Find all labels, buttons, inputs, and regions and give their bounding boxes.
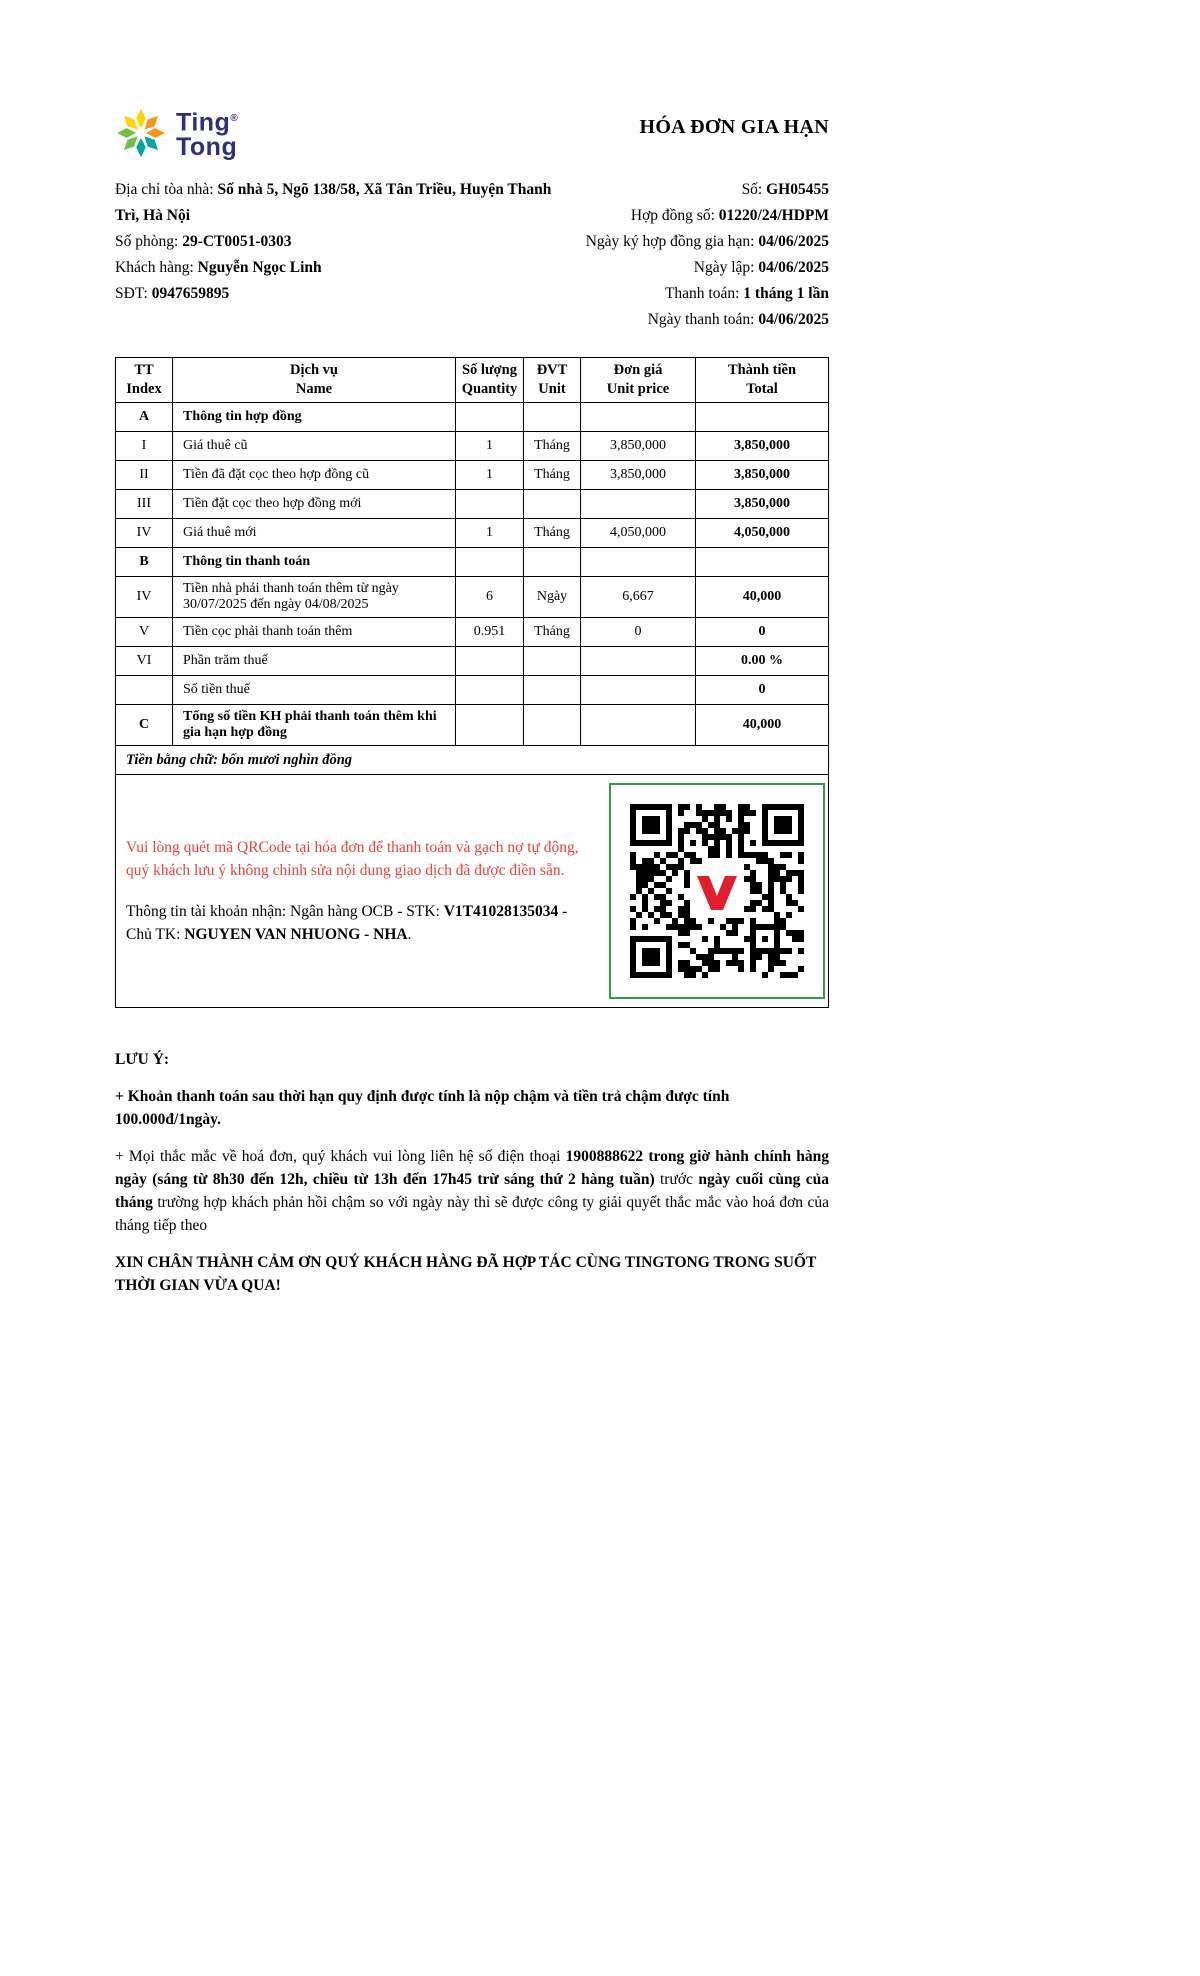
contact-note	[115, 1145, 829, 1237]
cell-qty: 1	[456, 519, 524, 548]
info-value: Nguyễn Ngọc Linh	[197, 259, 322, 277]
info-label: Số phòng:	[115, 233, 183, 251]
cell-index: VI	[116, 647, 173, 676]
cell-index	[116, 676, 173, 705]
cell-price: 0	[581, 618, 696, 647]
notes-heading: LƯU Ý:	[115, 1051, 170, 1069]
info-value: 1 tháng 1 lần	[743, 285, 829, 303]
invoice-info	[115, 177, 829, 333]
cell-name: Tiền cọc phải thanh toán thêm	[173, 618, 456, 647]
invoice-content	[115, 106, 829, 1297]
late-payment-note: + Khoản thanh toán sau thời hạn quy định được tính là nộp chậm và tiền trả chậm được tính 100.000đ/1ngày.	[115, 1088, 730, 1129]
cell-qty: 6	[456, 577, 524, 618]
cell-index: B	[116, 548, 173, 577]
cell-total	[696, 548, 829, 577]
table-row	[116, 403, 829, 432]
info-label: Khách hàng:	[115, 259, 198, 277]
info-line	[115, 177, 557, 229]
cell-name: Tiền nhà phải thanh toán thêm từ ngày 30/07/2025 đến ngày 04/08/2025	[173, 577, 456, 618]
text-segment: 1900888622 trong giờ hành chính hàng ngày (sáng từ 8h30 đến 12h, chiều từ 13h đến 17h45 trừ sáng thứ 2 hàng tuần)	[115, 1148, 830, 1189]
info-label: Ngày ký hợp đồng gia hạn:	[585, 233, 759, 251]
cell-qty: 1	[456, 432, 524, 461]
cell-price	[581, 705, 696, 746]
text-segment: ngày cuối cùng của tháng	[115, 1171, 829, 1212]
cell-name: Giá thuê mới	[173, 519, 456, 548]
cell-price	[581, 647, 696, 676]
info-line	[115, 255, 557, 281]
table-row	[116, 490, 829, 519]
info-value: GH05455	[766, 181, 829, 199]
cell-price	[581, 490, 696, 519]
cell-name: Giá thuê cũ	[173, 432, 456, 461]
text-segment: trường hợp khách phản hồi chậm so với ngày này thì sẽ được công ty giải quyết thắc mắc vào hoá đơn của tháng tiếp theo	[115, 1194, 829, 1235]
qr-payment-notice: Vui lòng quét mã QRCode tại hóa đơn để thanh toán và gạch nợ tự động, quý khách lưu ý không chỉnh sửa nội dung giao dịch đã được điền sẵn.	[126, 839, 579, 880]
info-value: 04/06/2025	[758, 233, 829, 251]
cell-unit	[524, 403, 581, 432]
cell-price	[581, 403, 696, 432]
qr-section	[115, 774, 829, 1008]
info-value: Số nhà 5, Ngõ 138/58, Xã Tân Triều, Huyện Thanh Trì, Hà Nội	[115, 181, 552, 225]
cell-unit: Tháng	[524, 432, 581, 461]
table-header-cell: Số lượng Quantity	[456, 358, 524, 403]
cell-qty	[456, 647, 524, 676]
info-value: 04/06/2025	[758, 311, 829, 329]
cell-total: 40,000	[696, 705, 829, 746]
cell-name: Thông tin thanh toán	[173, 548, 456, 577]
cell-qty	[456, 705, 524, 746]
thanks-note: XIN CHÂN THÀNH CẢM ƠN QUÝ KHÁCH HÀNG ĐÃ HỢP TÁC CÙNG TINGTONG TRONG SUỐT THỜI GIAN VỪA QUA!	[115, 1254, 817, 1295]
info-line	[115, 281, 557, 307]
qr-text-block	[116, 828, 609, 954]
cell-total	[696, 403, 829, 432]
table-row	[116, 519, 829, 548]
cell-index: V	[116, 618, 173, 647]
text-segment: NGUYEN VAN NHUONG - NHA	[184, 926, 408, 944]
text-segment: + Mọi thắc mắc về hoá đơn, quý khách vui lòng liên hệ số điện thoại	[115, 1148, 566, 1166]
table-header-cell: TT Index	[116, 358, 173, 403]
cell-qty: 0.951	[456, 618, 524, 647]
notes-section	[115, 1048, 829, 1297]
table-header-cell: Dịch vụ Name	[173, 358, 456, 403]
cell-total: 0	[696, 618, 829, 647]
cell-total: 3,850,000	[696, 432, 829, 461]
info-line	[557, 255, 829, 281]
logo-text	[176, 106, 238, 160]
table-row	[116, 676, 829, 705]
invoice-title: HÓA ĐƠN GIA HẠN	[639, 116, 829, 138]
cell-price: 6,667	[581, 577, 696, 618]
cell-price: 3,850,000	[581, 432, 696, 461]
cell-unit	[524, 676, 581, 705]
table-row	[116, 432, 829, 461]
cell-unit	[524, 548, 581, 577]
info-line	[557, 307, 829, 333]
cell-index: II	[116, 461, 173, 490]
info-line	[557, 203, 829, 229]
info-value: 0947659895	[151, 285, 230, 303]
info-line	[557, 177, 829, 203]
cell-price: 3,850,000	[581, 461, 696, 490]
info-line	[557, 281, 829, 307]
text-segment: trước	[654, 1171, 699, 1189]
qr-code-image	[618, 792, 816, 990]
registered-mark: ®	[230, 113, 239, 124]
cell-name: Số tiền thuế	[173, 676, 456, 705]
logo-word-2: Tong	[176, 133, 238, 162]
table-body	[116, 403, 829, 746]
text-segment: - Chủ TK:	[126, 903, 568, 944]
cell-qty: 1	[456, 461, 524, 490]
cell-qty	[456, 403, 524, 432]
info-label: Hợp đồng số:	[630, 207, 719, 225]
cell-qty	[456, 548, 524, 577]
info-value: 29-CT0051-0303	[182, 233, 292, 251]
cell-qty	[456, 490, 524, 519]
cell-total: 0.00 %	[696, 647, 829, 676]
cell-name: Thông tin hợp đồng	[173, 403, 456, 432]
cell-total: 40,000	[696, 577, 829, 618]
cell-unit: Tháng	[524, 618, 581, 647]
cell-index: C	[116, 705, 173, 746]
amount-in-words-row	[116, 746, 829, 775]
cell-name: Tiền đặt cọc theo hợp đồng mới	[173, 490, 456, 519]
cell-unit	[524, 647, 581, 676]
info-label: Thanh toán:	[664, 285, 744, 303]
table-header-cell: Đơn giá Unit price	[581, 358, 696, 403]
cell-index: I	[116, 432, 173, 461]
table-row	[116, 618, 829, 647]
cell-total: 0	[696, 676, 829, 705]
cell-index: III	[116, 490, 173, 519]
cell-price: 4,050,000	[581, 519, 696, 548]
cell-unit: Tháng	[524, 461, 581, 490]
cell-index: A	[116, 403, 173, 432]
invoice-table	[115, 357, 829, 775]
table-row	[116, 577, 829, 618]
info-label: SĐT:	[115, 285, 152, 303]
qr-code-frame	[609, 783, 825, 999]
info-value: 01220/24/HDPM	[718, 207, 829, 225]
cell-total: 4,050,000	[696, 519, 829, 548]
cell-name: Tiền đã đặt cọc theo hợp đồng cũ	[173, 461, 456, 490]
cell-unit: Tháng	[524, 519, 581, 548]
text-segment: .	[407, 926, 412, 944]
info-line	[557, 229, 829, 255]
logo-word-1: Ting	[176, 108, 231, 137]
table-header-cell: Thành tiền Total	[696, 358, 829, 403]
table-row	[116, 461, 829, 490]
table-header-row	[116, 358, 829, 403]
info-line	[115, 229, 557, 255]
cell-qty	[456, 676, 524, 705]
table-header-cell: ĐVT Unit	[524, 358, 581, 403]
table-row	[116, 705, 829, 746]
info-label: Số:	[741, 181, 767, 199]
info-value: 04/06/2025	[758, 259, 829, 277]
amount-in-words: Tiền bằng chữ: bốn mươi nghìn đồng	[116, 746, 829, 775]
text-segment: Thông tin tài khoản nhận: Ngân hàng OCB - STK:	[126, 903, 444, 921]
cell-unit	[524, 705, 581, 746]
table-row	[116, 647, 829, 676]
invoice-header	[115, 106, 829, 160]
table-row	[116, 548, 829, 577]
cell-price	[581, 676, 696, 705]
cell-name: Tổng số tiền KH phải thanh toán thêm khi gia hạn hợp đồng	[173, 705, 456, 746]
info-right	[557, 177, 829, 333]
info-label: Ngày lập:	[693, 259, 759, 277]
tingtong-logo	[115, 106, 238, 160]
cell-total: 3,850,000	[696, 461, 829, 490]
text-segment: V1T41028135034	[443, 903, 559, 921]
cell-total: 3,850,000	[696, 490, 829, 519]
cell-unit: Ngày	[524, 577, 581, 618]
info-label: Địa chỉ tòa nhà:	[115, 181, 218, 199]
tingtong-logo-icon	[115, 107, 167, 159]
cell-unit	[524, 490, 581, 519]
cell-index: IV	[116, 577, 173, 618]
cell-name: Phần trăm thuế	[173, 647, 456, 676]
info-label: Ngày thanh toán:	[647, 311, 759, 329]
cell-index: IV	[116, 519, 173, 548]
cell-price	[581, 548, 696, 577]
qr-account-info	[126, 900, 593, 946]
info-left	[115, 177, 557, 333]
